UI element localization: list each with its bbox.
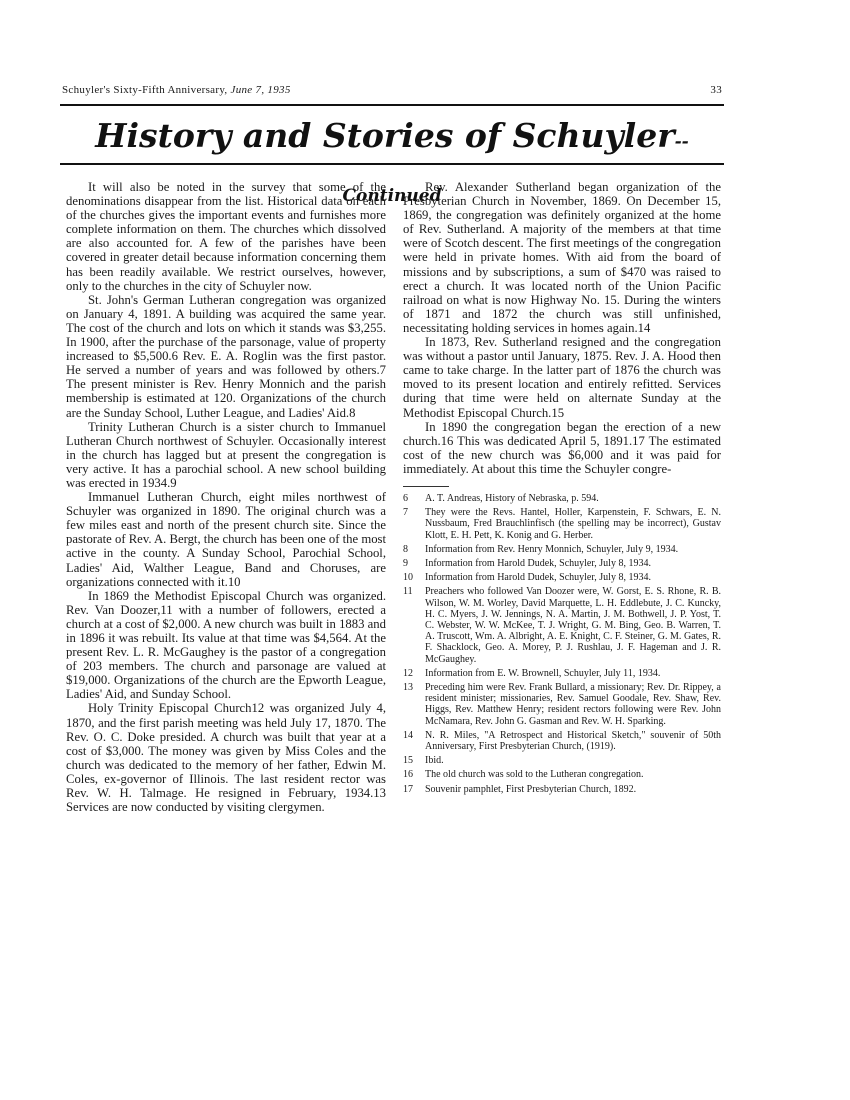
footnote-text: Information from Harold Dudek, Schuyler, July 8, 1934.	[425, 557, 651, 569]
footnote	[403, 544, 721, 555]
issue-date: June 7, 1935	[230, 84, 291, 96]
footnote-text: The old church was sold to the Lutheran congregation.	[425, 769, 644, 781]
paragraph: Rev. Alexander Sutherland began organization of the Presbyterian Church in November, 1869. On December 15, 1869, the congregation was definitely organized at the home of Rev. Sutherland. A majority of the members at that time were of Scotch descent. The first meetings of the congregation were held in private homes. With aid from the board of missions and by subscriptions, a sum of $470 was raised to erect a church. It was located north of the Union Pacific railroad on what is now Highway No. 15. During the winters of 1871 and 1872 the church was still unfinished, necessitating holding services in homes again.14	[403, 180, 721, 335]
footnote-number: 7	[403, 507, 408, 519]
paragraph: St. John's German Lutheran congregation was organized on January 4, 1891. A building was acquired the same year. The cost of the church and lots on which it stands was $3,255. In 1900, after the purchase of the parsonage, value of property increased to $5,500.6 Rev. E. A. Roglin was the first pastor. He served a number of years and was followed by others.7 The present minister is Rev. Henry Monnich and the parish membership is estimated at 120. Organizations of the church are the Sunday School, Luther League, and Ladies' Aid.8	[66, 292, 386, 420]
footnote-number: 16	[403, 769, 413, 781]
paragraph: Immanuel Lutheran Church, eight miles northwest of Schuyler was organized in 1890. The original church was a few miles east and north of the present church site. Since the pastorate of Rev. A. Bergt, the church has been one of the most active in the county. A Sunday School, Parochial School, Ladies' Aid, Walther League, Band and Choruses, are organizations connected with it.10	[66, 490, 386, 589]
footnotes	[403, 493, 721, 795]
footnote-text: Information from E. W. Brownell, Schuyler, July 11, 1934.	[425, 667, 661, 679]
running-title: Schuyler's Sixty-Fifth Anniversary,	[62, 84, 228, 96]
paragraph: In 1890 the congregation began the erection of a new church.16 This was dedicated April 5, 1891.17 The estimated cost of the new church was $6,000 and it was paid for immediately. At about this time the Schuyler congre-	[403, 419, 721, 476]
footnote-number: 10	[403, 572, 413, 584]
paragraph: In 1869 the Methodist Episcopal Church was organized. Rev. Van Doozer,11 with a number of followers, erected a church at a cost of $2,000. A new church was built in 1883 and in 1896 it was rebuilt. Its value at that time was $4,564. At the present Rev. L. R. McGaughey is the pastor of a congregation of 203 members. The church and parsonage are valued at $19,000. Organizations of the church are the Epworth League, Ladies' Aid, and Sunday School.	[66, 588, 386, 702]
section-banner	[60, 112, 724, 206]
footnote-number: 17	[403, 783, 413, 795]
footnote-text: Information from Rev. Henry Monnich, Schuyler, July 9, 1934.	[425, 543, 679, 555]
page-number: 33	[710, 84, 722, 96]
paragraph: Trinity Lutheran Church is a sister church to Immanuel Lutheran Church northwest of Schuyler. Occasionally interest in the church has lagged but at present the congregation is very active. It has a parochial school. A new school building was erected in 1934.9	[66, 419, 386, 490]
footnote	[403, 730, 721, 752]
paragraph: Holy Trinity Episcopal Church12 was organized July 4, 1870, and the first parish meeting was held July 17, 1870. The Rev. O. C. Doke presided. A church was built that year at a cost of $3,000. The money was given by Miss Coles and the church was dedicated to the memory of her father, Edwin M. Coles, ex-governor of Illinois. The last resident rector was Rev. W. H. Talmage. He resigned in February, 1934.13 Services are now conducted by visiting clergymen.	[66, 701, 386, 815]
footnote	[403, 755, 721, 766]
banner-rule	[60, 163, 724, 165]
footnote-number: 11	[403, 586, 413, 598]
paragraph: In 1873, Rev. Sutherland resigned and the congregation was without a pastor until January, 1875. Rev. J. A. Hood then came to take charge. In the latter part of 1876 the church was moved to its present location and entirely refitted. Services during that time were held on alternate Sunday at the Methodist Episcopal Church.15	[403, 335, 721, 420]
banner-continued: --Continued	[342, 132, 689, 206]
running-title-line	[62, 84, 291, 96]
footnote-number: 8	[403, 543, 408, 555]
header-rule	[60, 104, 724, 106]
footnote-number: 14	[403, 729, 413, 741]
left-column	[66, 180, 386, 814]
paragraph: It will also be noted in the survey that some of the denominations disappear from the list. Historical data on each of the churches gives the important events and furnishes more complete information on them. The churches which dissolved are also accounted for. A few of the parishes have been covered in greater detail because information concerning them has been readily available. We restrict ourselves, however, only to the churches in the city of Schuyler now.	[66, 180, 386, 293]
footnote	[403, 769, 721, 780]
footnote-number: 6	[403, 492, 408, 504]
footnote	[403, 784, 721, 795]
footnote-text: Ibid.	[425, 755, 444, 767]
footnote-text: Information from Harold Dudek, Schuyler, July 8, 1934.	[425, 572, 651, 584]
footnote-text: Preachers who followed Van Doozer were, W. Gorst, E. S. Rhone, R. B. Wilson, W. M. Worley, David Marquette, L. H. Eddlebute, J. C. Kuncky, H. C. Myers, J. W. Jennings, N. A. Martin, J. M. Bothwell, J. P. Yost, T. C. Webster, W. W. McKee, T. J. Wright, G. M. Bing, Geo. B. Warren, T. A. Truscott, Wm. A. Albright, A. E. Knight, C. F. Steiner, G. M. Gates, R. F. Shacklock, Geo. A. Morey, P. J. Rushlau, J. F. Hageman and J. R. McGaughey.	[425, 586, 721, 665]
footnote	[403, 493, 721, 504]
footnote	[403, 558, 721, 569]
footnote-separator	[403, 486, 449, 487]
footnote-number: 9	[403, 557, 408, 569]
banner-title: History and Stories of Schuyler	[95, 116, 675, 155]
footnote-text: Preceding him were Rev. Frank Bullard, a missionary; Rev. Dr. Rippey, a resident minister; missionaries, Rev. Samuel Goodale, Rev. Shaw, Rev. Higgs, Rev. Matthew Henry; resident rectors following were Rev. John McNamara, Rev. John G. Gasman and Rev. W. H. Sparking.	[425, 682, 721, 727]
footnote	[403, 572, 721, 583]
footnote	[403, 586, 721, 664]
footnote	[403, 682, 721, 727]
footnote-number: 12	[403, 667, 413, 679]
footnote-text: N. R. Miles, "A Retrospect and Historical Sketch," souvenir of 50th Anniversary, First Presbyterian Church, (1919).	[425, 729, 721, 753]
footnote-number: 15	[403, 755, 413, 767]
footnote-text: Souvenir pamphlet, First Presbyterian Church, 1892.	[425, 783, 637, 795]
footnote-number: 13	[403, 682, 413, 694]
right-column	[403, 180, 721, 798]
footnote-text: They were the Revs. Hantel, Holler, Karpenstein, F. Schwars, E. N. Nussbaum, Fred Brauchlinfisch (the spelling may be incorrect), Gustav Klott, E. H. Pett, K. Konig and G. Herber.	[425, 507, 721, 541]
footnote-text: A. T. Andreas, History of Nebraska, p. 594.	[425, 492, 599, 504]
footnote	[403, 668, 721, 679]
footnote	[403, 507, 721, 541]
